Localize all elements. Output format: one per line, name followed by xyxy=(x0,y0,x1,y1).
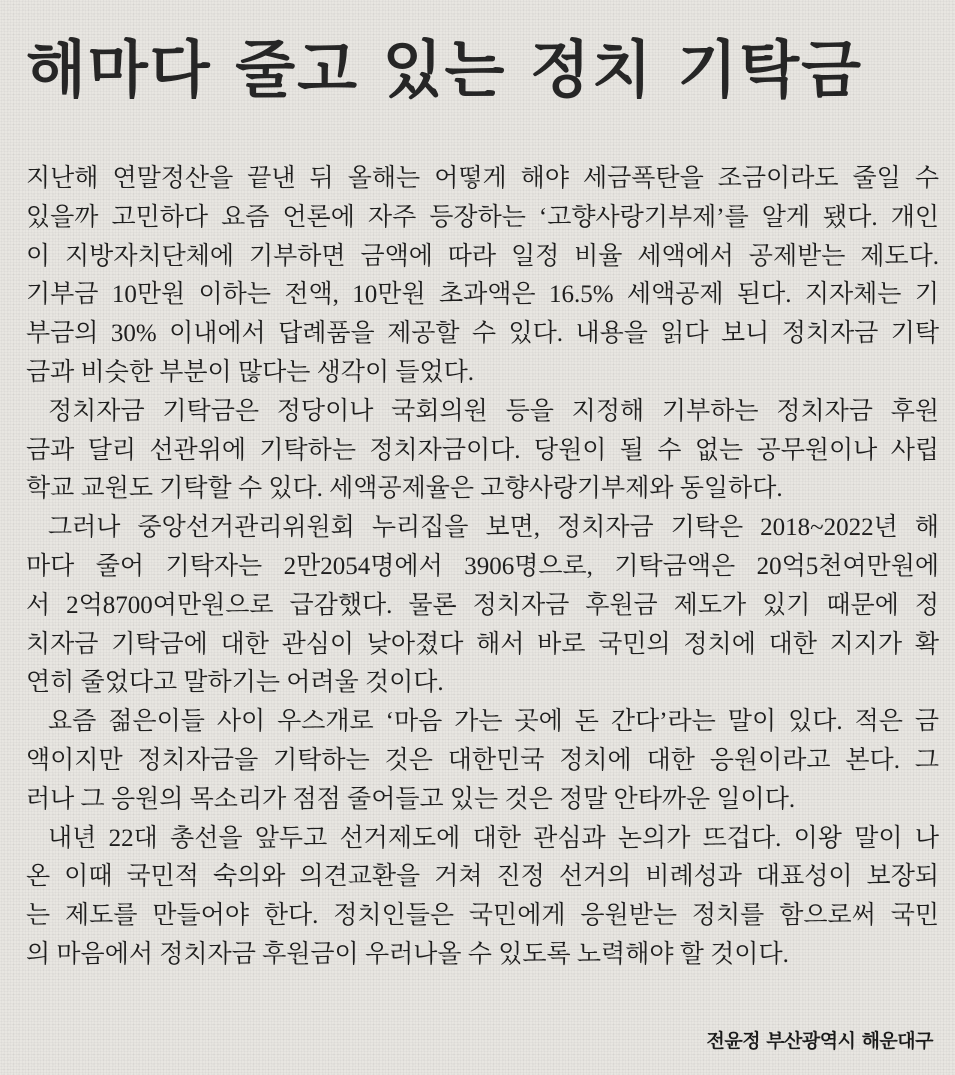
body-line-3: 이 지방자치단체에 기부하면 금액에 따라 일정 비율 세액에서 공제받는 제도다. xyxy=(26,242,939,270)
body-line-19: 온 이때 국민적 숙의와 의견교환을 거쳐 진정 선거의 비례성과 대표성이 보장되 xyxy=(26,863,939,891)
body-line-4: 기부금 10만원 이하는 전액, 10만원 초과액은 16.5% 세액공제 된다. 지자체는 기 xyxy=(26,281,939,309)
body-line-20: 는 제도를 만들어야 한다. 정치인들은 국민에게 응원받는 정치를 함으로써 국민 xyxy=(26,902,939,930)
body-line-2: 있을까 고민하다 요즘 언론에 자주 등장하는 ‘고향사랑기부제’를 알게 됐다. 개인 xyxy=(26,203,939,231)
author-byline: 전윤정 부산광역시 해운대구 xyxy=(706,1030,933,1052)
body-line-18: 내년 22대 총선을 앞두고 선거제도에 대한 관심과 논의가 뜨겁다. 이왕 말이 나 xyxy=(48,824,939,852)
body-line-8: 금과 달리 선관위에 기탁하는 정치자금이다. 당원이 될 수 없는 공무원이나 사립 xyxy=(26,436,939,464)
body-line-17: 러나 그 응원의 목소리가 점점 줄어들고 있는 것은 정말 안타까운 일이다. xyxy=(26,785,796,813)
body-line-21: 의 마음에서 정치자금 후원금이 우러나올 수 있도록 노력해야 할 것이다. xyxy=(26,940,789,968)
article-body xyxy=(26,160,939,975)
body-line-5: 부금의 30% 이내에서 답례품을 제공할 수 있다. 내용을 읽다 보니 정치자금 기탁 xyxy=(26,320,939,348)
headline: 해마다 줄고 있는 정치 기탁금 xyxy=(26,33,864,106)
body-line-6: 금과 비슷한 부분이 많다는 생각이 들었다. xyxy=(26,358,475,386)
body-line-13: 치자금 기탁금에 대한 관심이 낮아졌다 해서 바로 국민의 정치에 대한 지지가 확 xyxy=(26,630,939,658)
body-line-7: 정치자금 기탁금은 정당이나 국회의원 등을 지정해 기부하는 정치자금 후원 xyxy=(48,397,939,425)
body-line-12: 서 2억8700여만원으로 급감했다. 물론 정치자금 후원금 제도가 있기 때문에 정 xyxy=(26,591,939,619)
body-line-9: 학교 교원도 기탁할 수 있다. 세액공제율은 고향사랑기부제와 동일하다. xyxy=(26,475,783,503)
body-line-14: 연히 줄었다고 말하기는 어려울 것이다. xyxy=(26,669,444,697)
body-line-1: 지난해 연말정산을 끝낸 뒤 올해는 어떻게 해야 세금폭탄을 조금이라도 줄일 수 xyxy=(26,165,939,192)
body-line-16: 액이지만 정치자금을 기탁하는 것은 대한민국 정치에 대한 응원이라고 본다. 그 xyxy=(26,746,939,774)
body-line-15: 요즘 젊은이들 사이 우스개로 ‘마음 가는 곳에 돈 간다’라는 말이 있다. 적은 금 xyxy=(48,708,939,736)
body-line-11: 마다 줄어 기탁자는 2만2054명에서 3906명으로, 기탁금액은 20억5천여만원에 xyxy=(26,552,939,580)
body-line-10: 그러나 중앙선거관리위원회 누리집을 보면, 정치자금 기탁은 2018~2022년 해 xyxy=(48,514,939,542)
